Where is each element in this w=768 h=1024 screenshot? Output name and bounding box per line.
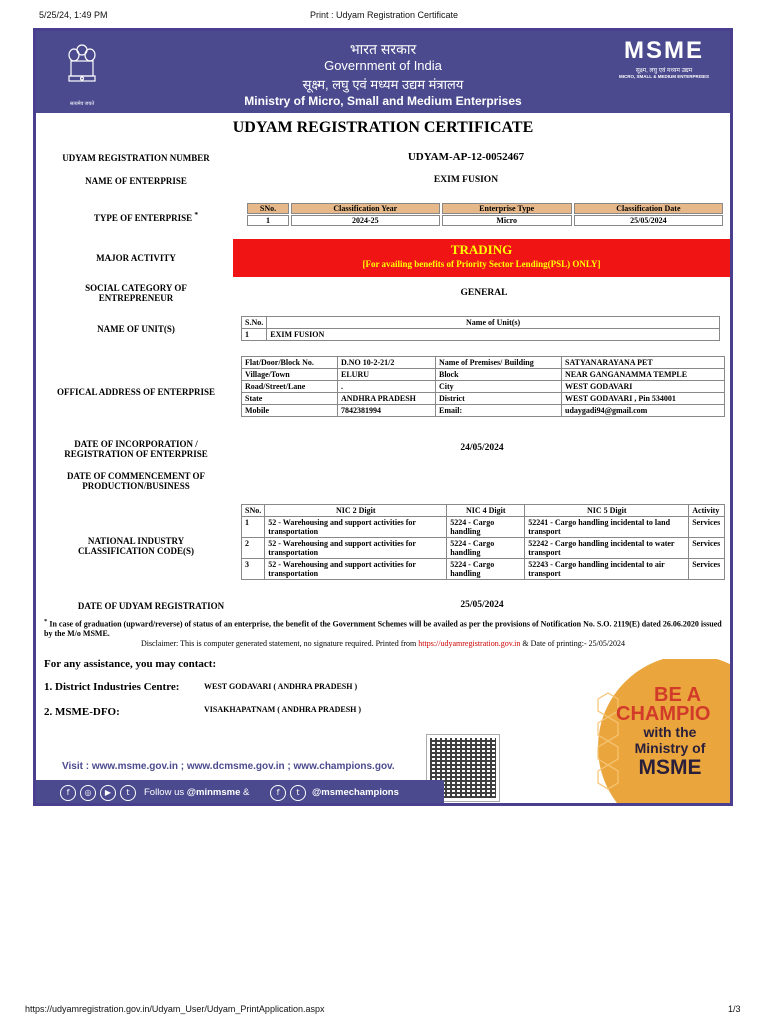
note-star: * xyxy=(44,618,48,625)
table-row xyxy=(242,369,725,381)
table-cell: 52241 - Cargo handling incidental to land transport xyxy=(525,517,689,538)
facebook-icon[interactable]: f xyxy=(270,785,286,801)
address-table xyxy=(241,356,725,417)
twitter-icon[interactable]: t xyxy=(290,785,306,801)
follow-text xyxy=(144,787,249,798)
table-header: NIC 4 Digit xyxy=(447,505,525,517)
table-cell: 52243 - Cargo handling incidental to air transport xyxy=(525,559,689,580)
table-cell: 52 - Warehousing and support activities for transportation xyxy=(265,538,447,559)
table-cell: EXIM FUSION xyxy=(267,329,720,341)
disclaimer-date: & Date of printing:- 25/05/2024 xyxy=(522,639,626,648)
msme-logo-hindi: सूक्ष्म, लघु एवं मध्यम उद्यम xyxy=(635,68,693,74)
table-cell: 1 xyxy=(247,215,289,226)
table-row xyxy=(242,538,725,559)
table-cell: D.NO 10-2-21/2 xyxy=(338,357,436,369)
promo-line: CHAMPIO xyxy=(616,703,711,725)
hindi-government: भारत सरकार xyxy=(349,41,417,57)
table-cell: WEST GODAVARI , Pin 534001 xyxy=(562,393,725,405)
table-cell: 1 xyxy=(242,517,265,538)
udyam-date-label: DATE OF UDYAM REGISTRATION xyxy=(77,601,225,611)
table-cell: WEST GODAVARI xyxy=(562,381,725,393)
table-cell: 5224 - Cargo handling xyxy=(447,559,525,580)
enterprise-name: EXIM FUSION xyxy=(433,175,499,185)
trading-banner xyxy=(233,239,730,277)
disclaimer-text: Disclaimer: This is computer generated statement, no signature required. Printed from xyxy=(140,639,417,648)
certificate xyxy=(33,28,733,806)
table-row xyxy=(247,215,723,226)
table-cell: 7842381994 xyxy=(338,405,436,417)
commencement-label-line: DATE OF COMMENCEMENT OF xyxy=(66,471,206,481)
social-category-label-line: SOCIAL CATEGORY OF xyxy=(85,283,187,293)
table-cell: Mobile xyxy=(242,405,338,417)
table-header: S.No. xyxy=(242,317,267,329)
table-cell: . xyxy=(338,381,436,393)
incorporation-label xyxy=(36,439,236,459)
handle-msmechampions[interactable]: @msmechampions xyxy=(312,787,399,798)
promo-line: BE A xyxy=(654,684,702,706)
major-activity-label: MAJOR ACTIVITY xyxy=(96,253,176,263)
table-cell: Road/Street/Lane xyxy=(242,381,338,393)
table-cell: 52 - Warehousing and support activities for transportation xyxy=(265,517,447,538)
msme-logo-text: MSME xyxy=(624,37,704,64)
enterprise-name-label: NAME OF ENTERPRISE xyxy=(85,176,187,186)
psl-note: [For availing benefits of Priority Sector Lending(PSL) ONLY] xyxy=(362,259,601,269)
print-datetime: 5/25/24, 1:49 PM xyxy=(39,10,108,20)
promo-line: with the xyxy=(643,724,697,740)
table-cell: 2 xyxy=(242,538,265,559)
table-cell: City xyxy=(436,381,562,393)
incorporation-date: 24/05/2024 xyxy=(460,443,504,453)
table-cell: 1 xyxy=(242,329,267,341)
social-category: GENERAL xyxy=(460,288,508,298)
handle-minmsme[interactable]: @minmsme xyxy=(186,787,241,798)
table-cell: 2024-25 xyxy=(291,215,440,226)
table-row xyxy=(242,517,725,538)
hindi-ministry: सूक्ष्म, लघु एवं मध्यम उद्यम मंत्रालय xyxy=(302,77,464,92)
commencement-label xyxy=(36,471,236,491)
dfo-label: 2. MSME-DFO: xyxy=(44,706,120,718)
commencement-label-line: PRODUCTION/BUSINESS xyxy=(82,481,190,491)
table-cell: 5224 - Cargo handling xyxy=(447,517,525,538)
units-table xyxy=(241,316,720,341)
incorporation-label-line: REGISTRATION OF ENTERPRISE xyxy=(64,449,208,459)
udyam-date: 25/05/2024 xyxy=(460,600,504,610)
table-row xyxy=(242,393,725,405)
table-cell: Micro xyxy=(442,215,572,226)
registration-number-label: UDYAM REGISTRATION NUMBER xyxy=(62,153,210,163)
instagram-icon[interactable]: ◎ xyxy=(80,785,96,801)
nic-label-line: NATIONAL INDUSTRY xyxy=(87,536,185,546)
print-page: 1/3 xyxy=(728,1004,741,1014)
table-row xyxy=(242,357,725,369)
social-category-label-line: ENTREPRENEUR xyxy=(98,293,174,303)
registration-number: UDYAM-AP-12-0052467 xyxy=(407,151,525,163)
table-cell: Email: xyxy=(436,405,562,417)
table-header: Activity xyxy=(689,505,725,517)
table-row xyxy=(242,329,720,341)
table-cell: Services xyxy=(689,559,725,580)
table-header: NIC 2 Digit xyxy=(265,505,447,517)
table-cell: District xyxy=(436,393,562,405)
table-cell: SATYANARAYANA PET xyxy=(562,357,725,369)
table-cell: 25/05/2024 xyxy=(574,215,723,226)
enterprise-type-label xyxy=(36,210,256,223)
table-header: Classification Date xyxy=(574,203,723,214)
certificate-banner xyxy=(36,31,730,113)
table-row xyxy=(242,559,725,580)
print-title: Print : Udyam Registration Certificate xyxy=(309,10,459,20)
table-cell: ELURU xyxy=(338,369,436,381)
table-cell: Flat/Door/Block No. xyxy=(242,357,338,369)
table-header: Name of Unit(s) xyxy=(267,317,720,329)
print-url: https://udyamregistration.gov.in/Udyam_User/Udyam_PrintApplication.aspx xyxy=(25,1004,325,1014)
follow-label: Follow us xyxy=(144,787,185,798)
major-activity: TRADING xyxy=(450,242,513,257)
ministry-title: Ministry of Micro, Small and Medium Enterprises xyxy=(244,94,522,108)
table-header: NIC 5 Digit xyxy=(525,505,689,517)
facebook-icon[interactable]: f xyxy=(60,785,76,801)
disclaimer xyxy=(36,639,730,649)
emblem-caption: सत्यमेव जयते xyxy=(69,102,95,107)
ampersand: & xyxy=(243,787,250,798)
table-cell: udaygadi94@gmail.com xyxy=(562,405,725,417)
nic-label xyxy=(36,536,236,556)
promo-text xyxy=(610,686,730,780)
dic-label: 1. District Industries Centre: xyxy=(44,681,180,693)
table-cell: 3 xyxy=(242,559,265,580)
government-title: Government of India xyxy=(324,58,442,73)
promo-line: Ministry of xyxy=(634,740,706,756)
enterprise-type-star: * xyxy=(194,210,199,219)
table-cell: Name of Premises/ Building xyxy=(436,357,562,369)
enterprise-type-table xyxy=(245,202,725,227)
twitter-icon[interactable]: t xyxy=(120,785,136,801)
table-header: SNo. xyxy=(247,203,289,214)
table-header: Enterprise Type xyxy=(442,203,572,214)
table-cell: ANDHRA PRADESH xyxy=(338,393,436,405)
visit-links: Visit : www.msme.gov.in ; www.dcmsme.gov.in ; www.champions.gov. xyxy=(62,761,395,772)
incorporation-label-line: DATE OF INCORPORATION / xyxy=(74,439,198,449)
table-cell: 52 - Warehousing and support activities for transportation xyxy=(265,559,447,580)
table-row xyxy=(242,381,725,393)
dic-value: WEST GODAVARI ( ANDHRA PRADESH ) xyxy=(204,682,358,691)
note-text: In case of graduation (upward/reverse) of status of an enterprise, the benefit of the Government Schemes will be availed as per the provisions of Notification No. S.O. 2119(E) dated 26.06.2020 issued by the M/o MSME. xyxy=(44,619,722,638)
table-row xyxy=(247,203,723,214)
table-cell: State xyxy=(242,393,338,405)
disclaimer-link[interactable]: https://udyamregistration.gov.in xyxy=(418,639,521,648)
dfo-value: VISAKHAPATNAM ( ANDHRA PRADESH ) xyxy=(204,705,362,714)
promo-line: MSME xyxy=(638,756,702,779)
nic-table xyxy=(241,504,725,580)
table-row xyxy=(242,505,725,517)
assistance-heading: For any assistance, you may contact: xyxy=(44,658,217,670)
msme-logo-sub: MICRO, SMALL & MEDIUM ENTERPRISES xyxy=(619,74,709,79)
table-cell: Block xyxy=(436,369,562,381)
enterprise-type-label-text: TYPE OF ENTERPRISE xyxy=(93,213,193,223)
table-row xyxy=(242,405,725,417)
social-category-label xyxy=(36,283,236,303)
units-label: NAME OF UNIT(S) xyxy=(97,324,175,334)
table-cell: Village/Town xyxy=(242,369,338,381)
graduation-note xyxy=(44,617,728,638)
table-cell: 52242 - Cargo handling incidental to water transport xyxy=(525,538,689,559)
nic-label-line: CLASSIFICATION CODE(S) xyxy=(77,546,195,556)
youtube-icon[interactable]: ▶ xyxy=(100,785,116,801)
address-label: OFFICAL ADDRESS OF ENTERPRISE xyxy=(57,387,215,397)
table-header: SNo. xyxy=(242,505,265,517)
table-cell: NEAR GANGANAMMA TEMPLE xyxy=(562,369,725,381)
table-cell: Services xyxy=(689,517,725,538)
table-cell: Services xyxy=(689,538,725,559)
table-cell: 5224 - Cargo handling xyxy=(447,538,525,559)
table-header: Classification Year xyxy=(291,203,440,214)
table-row xyxy=(242,317,720,329)
msme-logo xyxy=(608,39,720,79)
certificate-title: UDYAM REGISTRATION CERTIFICATE xyxy=(232,119,534,136)
